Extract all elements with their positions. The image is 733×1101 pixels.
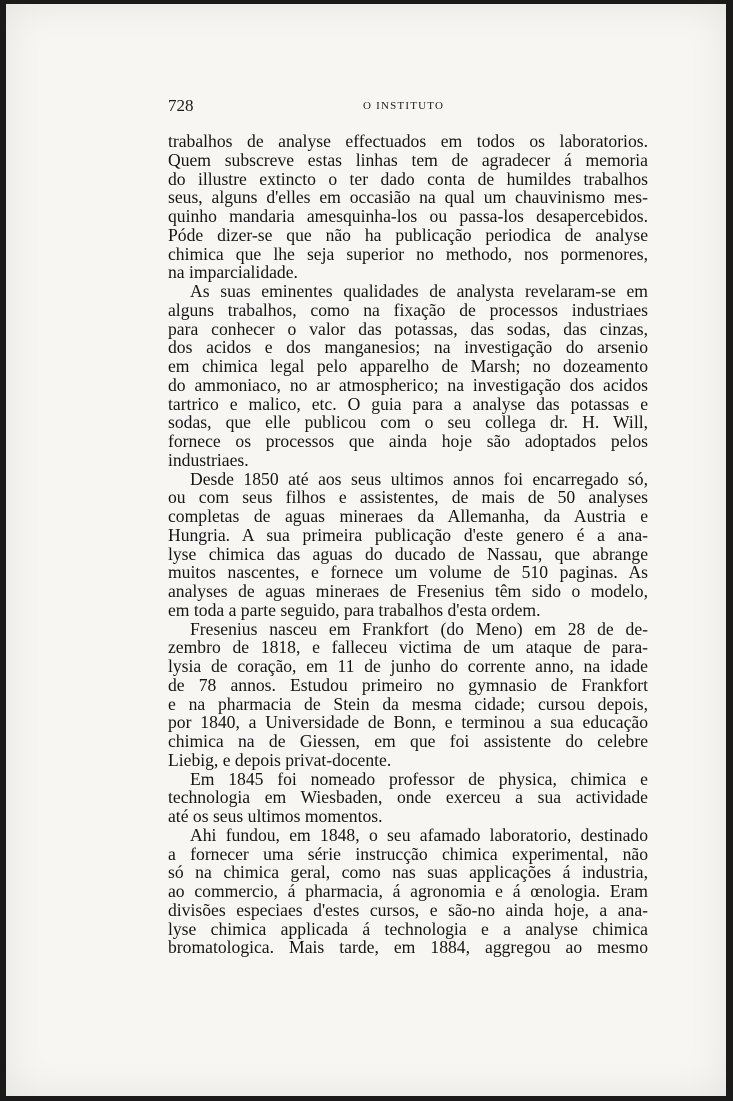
text-line: bromatologica. Mais tarde, em 1884, aggregou ao mesmo bbox=[168, 937, 648, 958]
text-line: Fresenius nasceu em Frankfort (do Meno) em 28 de de- bbox=[190, 618, 648, 639]
book-page bbox=[6, 4, 726, 1096]
text-line: dos acidos e dos manganesios; na investigação do arsenio bbox=[168, 337, 648, 358]
text-line: alguns trabalhos, como na fixação de processos industriaes bbox=[168, 299, 648, 320]
text-line: seus, alguns d'elles em occasião na qual um chauvinismo mes- bbox=[168, 187, 648, 208]
text-line: Desde 1850 até aos seus ultimos annos foi encarregado só, bbox=[190, 468, 648, 489]
text-line: para conhecer o valor das potassas, das sodas, das cinzas, bbox=[168, 318, 648, 339]
text-line: só na chimica geral, como nas suas applicações á industria, bbox=[168, 862, 648, 883]
text-line: ou com seus filhos e assistentes, de mais de 50 analyses bbox=[168, 487, 648, 508]
body-text bbox=[168, 132, 648, 957]
text-line: lyse chimica applicada á technologia e a analyse chimica bbox=[168, 918, 648, 939]
text-line: a fornecer uma série instrucção chimica experimental, não bbox=[168, 843, 648, 864]
text-line: sodas, que elle publicou com o seu collega dr. H. Will, bbox=[168, 412, 648, 433]
text-line: Hungria. A sua primeira publicação d'este genero é a ana- bbox=[168, 524, 648, 545]
text-line: industriaes. bbox=[168, 449, 249, 470]
text-line: muitos nascentes, e fornece um volume de 510 paginas. As bbox=[168, 562, 648, 583]
text-line: e na pharmacia de Stein da mesma cidade; cursou depois, bbox=[168, 693, 648, 714]
text-line: As suas eminentes qualidades de analysta revelaram-se em bbox=[190, 281, 648, 301]
text-line: Quem subscreve estas linhas tem de agradecer á memoria bbox=[168, 149, 648, 170]
text-line: tartrico e malico, etc. O guia para a analyse das potassas e bbox=[168, 393, 648, 414]
text-line: completas de aguas mineraes da Allemanha, da Austria e bbox=[168, 506, 648, 526]
text-line: trabalhos de analyse effectuados em todos os laboratorios. bbox=[168, 131, 648, 151]
text-line: lyse chimica das aguas do ducado de Nassau, que abrange bbox=[168, 543, 648, 564]
text-line: em chimica legal pelo apparelho de Marsh; no dozeamento bbox=[168, 356, 648, 376]
text-line: Em 1845 foi nomeado professor de physica, chimica e bbox=[190, 768, 648, 789]
text-line: Liebig, e depois privat-docente. bbox=[168, 749, 392, 770]
text-line: Ahi fundou, em 1848, o seu afamado laboratorio, destinado bbox=[190, 824, 648, 845]
text-line: zembro de 1818, e falleceu victima de um ataque de para- bbox=[168, 637, 648, 658]
text-line: ao commercio, á pharmacia, á agronomia e á œnologia. Eram bbox=[168, 881, 648, 901]
text-line: na imparcialidade. bbox=[168, 262, 298, 283]
text-line: fornece os processos que ainda hoje são adoptados pelos bbox=[168, 431, 648, 451]
text-line: lysia de coração, em 11 de junho do corrente anno, na idade bbox=[168, 656, 648, 676]
text-line: chimica na de Giessen, em que foi assistente do celebre bbox=[168, 731, 648, 751]
text-line: do ammoniaco, no ar atmospherico; na investigação dos acidos bbox=[168, 374, 648, 395]
page-number: 728 bbox=[168, 96, 194, 115]
text-line: do illustre extincto o ter dado conta de humildes trabalhos bbox=[168, 168, 648, 189]
text-line: de 78 annos. Estudou primeiro no gymnasio de Frankfort bbox=[168, 674, 648, 695]
running-head bbox=[168, 96, 646, 118]
text-line: chimica que lhe seja superior no methodo, nos pormenores, bbox=[168, 243, 648, 264]
text-line: em toda a parte seguido, para trabalhos d'esta ordem. bbox=[168, 599, 541, 620]
text-line: por 1840, a Universidade de Bonn, e terminou a sua educação bbox=[168, 712, 648, 733]
text-line: quinho mandaria amesquinha-los ou passa-los desapercebidos. bbox=[168, 206, 648, 226]
text-line: technologia em Wiesbaden, onde exerceu a sua actividade bbox=[168, 787, 648, 808]
text-line: até os seus ultimos momentos. bbox=[168, 806, 383, 826]
text-line: Póde dizer-se que não ha publicação periodica de analyse bbox=[168, 224, 648, 245]
text-line: divisões especiaes d'estes cursos, e são-no ainda hoje, a ana- bbox=[168, 899, 648, 920]
journal-title: O INSTITUTO bbox=[363, 100, 445, 112]
text-line: analyses de aguas mineraes de Fresenius têm sido o modelo, bbox=[168, 581, 648, 601]
